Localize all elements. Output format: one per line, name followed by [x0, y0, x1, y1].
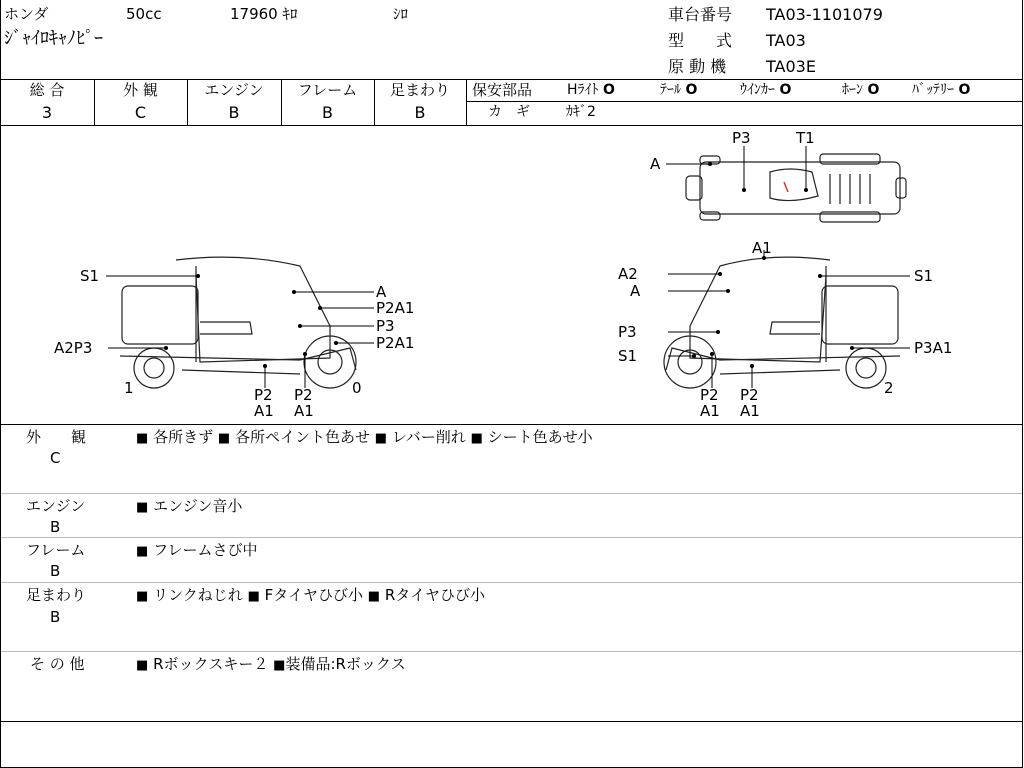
label-right-a2: A2 [618, 265, 638, 283]
remark-engine-items: ■ エンジン音小 [136, 497, 243, 515]
remark-exterior-grade: C [50, 449, 61, 467]
engine-label: 原 動 機 [668, 57, 727, 76]
label-left-n0: 0 [352, 379, 362, 397]
label-right-s1-b: S1 [618, 347, 638, 365]
label-left-a: A [376, 283, 387, 301]
color: ｼﾛ [393, 5, 409, 23]
grade-header-overall: 総 合 [29, 81, 65, 99]
label-top-t1: T1 [796, 129, 815, 147]
remark-engine-label: エンジン [26, 497, 86, 515]
label-left-p2a1: P2A1 [376, 299, 415, 317]
label-right-bot2-a: A1 [740, 402, 760, 420]
safety-label: 保安部品 [472, 81, 533, 99]
label-left-p3: P3 [376, 317, 395, 335]
remark-suspension-items: ■ リンクねじれ ■ Fタイヤひび小 ■ Rタイヤひび小 [136, 586, 485, 604]
top-view-drawing [686, 154, 906, 222]
grade-header-suspension: 足まわり [389, 81, 450, 99]
remark-frame-grade: B [50, 562, 61, 580]
engine-value: TA03E [766, 57, 816, 76]
label-left-n1: 1 [124, 379, 134, 397]
label-right-a: A [630, 282, 641, 300]
remark-suspension-grade: B [50, 608, 61, 626]
label-left-bot1-a: A1 [254, 402, 274, 420]
type-value: TA03 [766, 31, 806, 50]
displacement: 50cc [126, 5, 162, 23]
model-name: ｼﾞｬｲﾛｷｬﾉﾋﾟｰ [4, 28, 103, 49]
grade-header-engine: エンジン [204, 81, 264, 99]
label-left-a2p3: A2P3 [54, 339, 93, 357]
grade-overall: 3 [41, 103, 53, 122]
remark-exterior-label: 外 観 [26, 428, 87, 446]
safety-horn: ﾎｰﾝ O [842, 82, 880, 98]
label-left-s1: S1 [80, 267, 100, 285]
label-left-bot2-p: P2 [294, 386, 313, 404]
label-right-bot1-p: P2 [700, 386, 719, 404]
grade-suspension: B [414, 103, 426, 122]
left-view-drawing [120, 257, 356, 388]
remark-other-items: ■ Rボックスキー２ ■装備品:Rボックス [136, 655, 406, 673]
type-label: 型 式 [668, 31, 733, 50]
label-right-p3: P3 [618, 323, 637, 341]
label-left-bot2-a: A1 [294, 402, 314, 420]
maker: ホンダ [4, 5, 49, 23]
mileage: 17960 ｷﾛ [230, 5, 298, 23]
remark-exterior-items: ■ 各所きず ■ 各所ペイント色あせ ■ レバー削れ ■ シート色あせ小 [136, 428, 593, 446]
grade-engine: B [228, 103, 240, 122]
grade-header-exterior: 外 観 [123, 81, 158, 99]
remark-frame-label: フレーム [26, 541, 86, 559]
label-top-a: A [650, 155, 661, 173]
safety-battery: ﾊﾞｯﾃﾘｰ O [912, 82, 971, 98]
label-right-bot1-a: A1 [700, 402, 720, 420]
remark-other-label: そ の 他 [30, 655, 85, 673]
safety-winker: ｳｲﾝｶｰ O [740, 82, 792, 98]
safety-tail: ﾃｰﾙ O [660, 82, 698, 98]
label-top-p3: P3 [732, 129, 751, 147]
label-right-n2: 2 [884, 379, 894, 397]
label-left-bot1-p: P2 [254, 386, 273, 404]
safety-headlight: Hﾗｲﾄ O [567, 82, 615, 98]
frame-no: TA03-1101079 [766, 5, 883, 24]
label-right-bot2-p: P2 [740, 386, 759, 404]
label-left-p2a1-b: P2A1 [376, 334, 415, 352]
remark-frame-items: ■ フレームさび中 [136, 541, 258, 559]
grade-header-frame: フレーム [297, 81, 358, 99]
label-right-p3a1: P3A1 [914, 339, 953, 357]
remark-suspension-label: 足まわり [26, 586, 87, 604]
grade-exterior: C [134, 103, 147, 122]
right-view-drawing [664, 257, 900, 388]
frame-no-label: 車台番号 [668, 5, 733, 24]
vehicle-diagram [0, 126, 1023, 424]
key-label: カ ギ [488, 104, 530, 120]
grade-frame: B [322, 103, 333, 122]
label-right-a1: A1 [752, 239, 772, 257]
key-value: ｶｷﾞ2 [566, 104, 596, 120]
label-right-s1: S1 [914, 267, 934, 285]
remark-engine-grade: B [50, 518, 61, 536]
